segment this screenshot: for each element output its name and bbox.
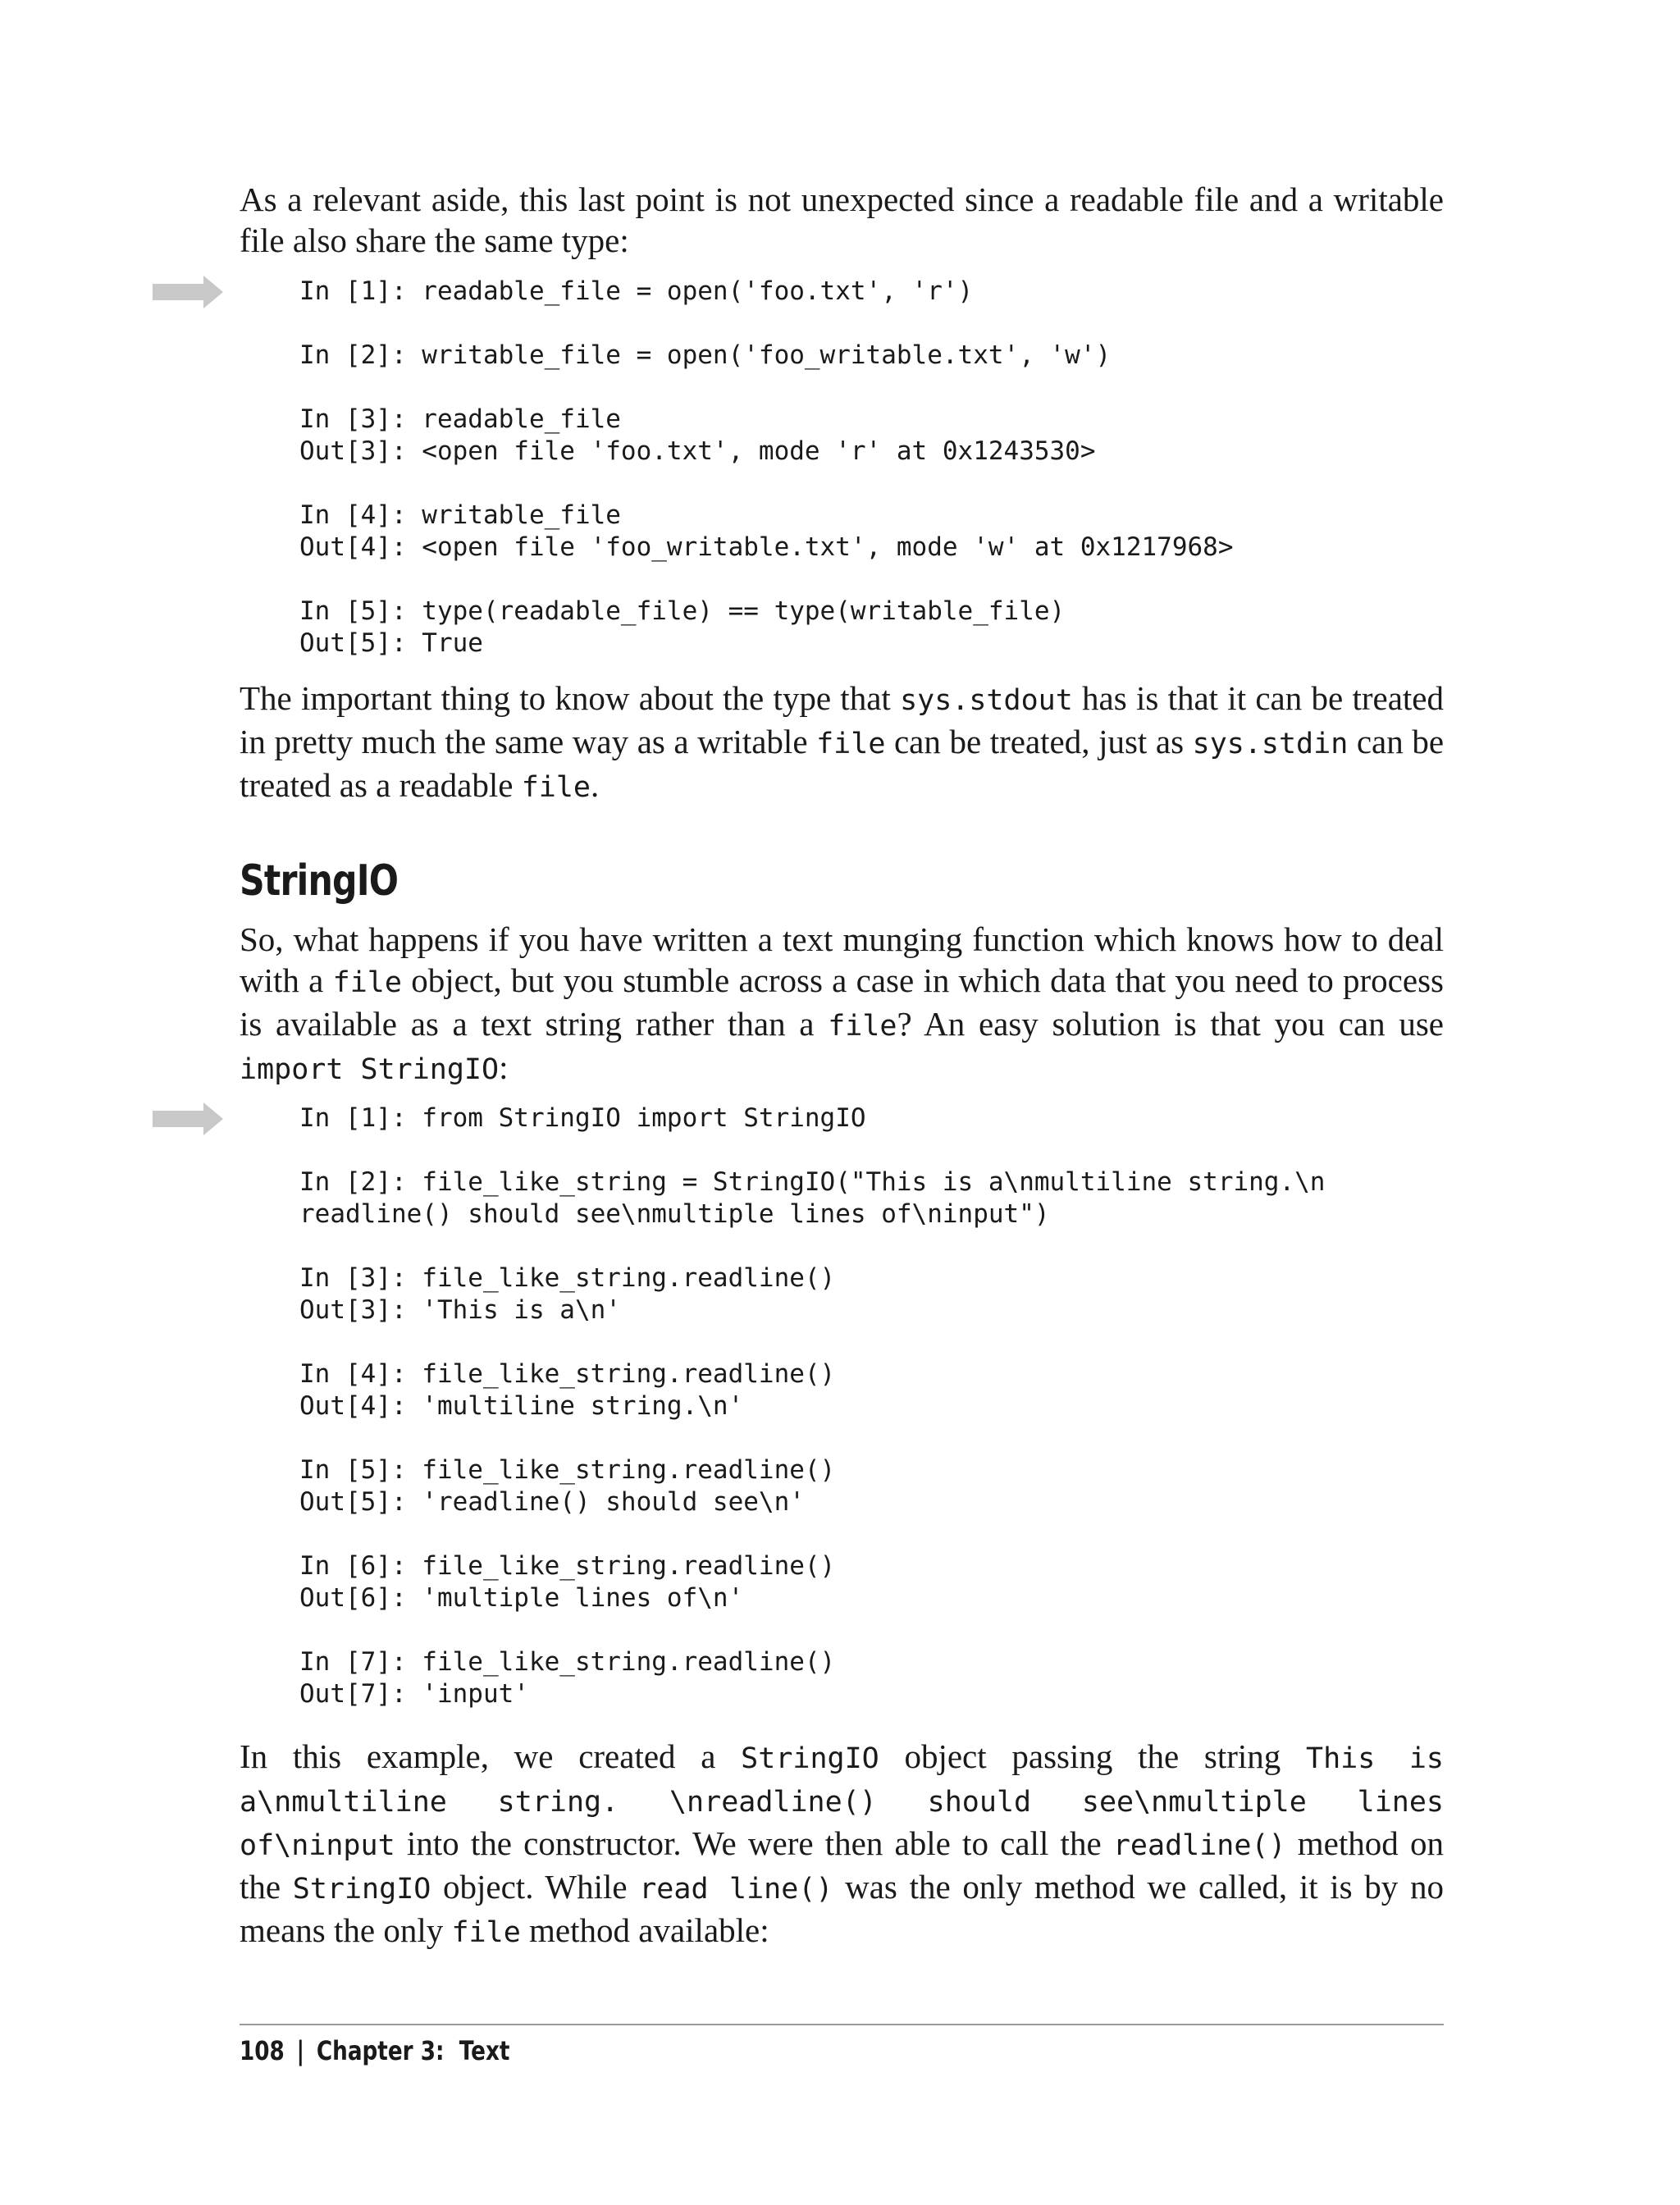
arrow-marker-icon (153, 1102, 223, 1135)
page-number: 108 (240, 2035, 285, 2066)
arrow-marker-icon (153, 276, 223, 308)
section-heading: StringIO (240, 856, 399, 906)
stringio-explanation-paragraph: In this example, we created a StringIO object passing the string This is a\nmultiline string. \nreadline() should see\nmultiple lines of\ninput into the constructor. We were then able to call the readline() method on the StringIO object. While read line() was the only method we called, it is by no means the only file method available: (240, 1737, 1444, 1949)
code-example-stringio: In [1]: from StringIO import StringIO In [2]: file_like_string = StringIO("This is a\nmultiline string.\n readline() should see\nmultiple lines of\ninput") In [3]: file_like_string.readline() Out[3]: 'This is a\n' In [4]: file_like_string.readline() Out[4]: 'multiline string.\n' In [5]: file_like_string.readline() Out[5]: 'readline() should see\n' In [6]: file_like_string.readline() Out[6]: 'multiple lines of\n' In [7]: file_like_string.readline() Out[7]: 'input' (299, 1103, 1326, 1709)
footer-separator: | (296, 2035, 305, 2066)
footer-divider (240, 2024, 1444, 2025)
intro-paragraph: As a relevant aside, this last point is not unexpected since a readable file and a writable file also share the same type: (240, 180, 1444, 259)
sys-stdout-paragraph: The important thing to know about the type that sys.stdout has is that it can be treated in pretty much the same way as a writable file can be treated, just as sys.stdin can be treated as a readable file. (240, 679, 1445, 804)
chapter-title: Chapter 3: Text (316, 2035, 510, 2066)
page-footer (240, 2034, 509, 2067)
stringio-intro-paragraph: So, what happens if you have written a text munging function which knows how to deal with a file object, but you stumble across a case in which data that you need to process is available as a text string rather than a file? An easy solution is that you can use import StringIO: (240, 920, 1444, 1086)
code-example-file-types: In [1]: readable_file = open('foo.txt', 'r') In [2]: writable_file = open('foo_writable.txt', 'w') In [3]: readable_file Out[3]: <open file 'foo.txt', mode 'r' at 0x1243530> In [4]: writable_file Out[4]: <open file 'foo_writable.txt', mode 'w' at 0x1217968> In [5]: type(readable_file) == type(writable_file) Out[5]: True (299, 276, 1234, 658)
